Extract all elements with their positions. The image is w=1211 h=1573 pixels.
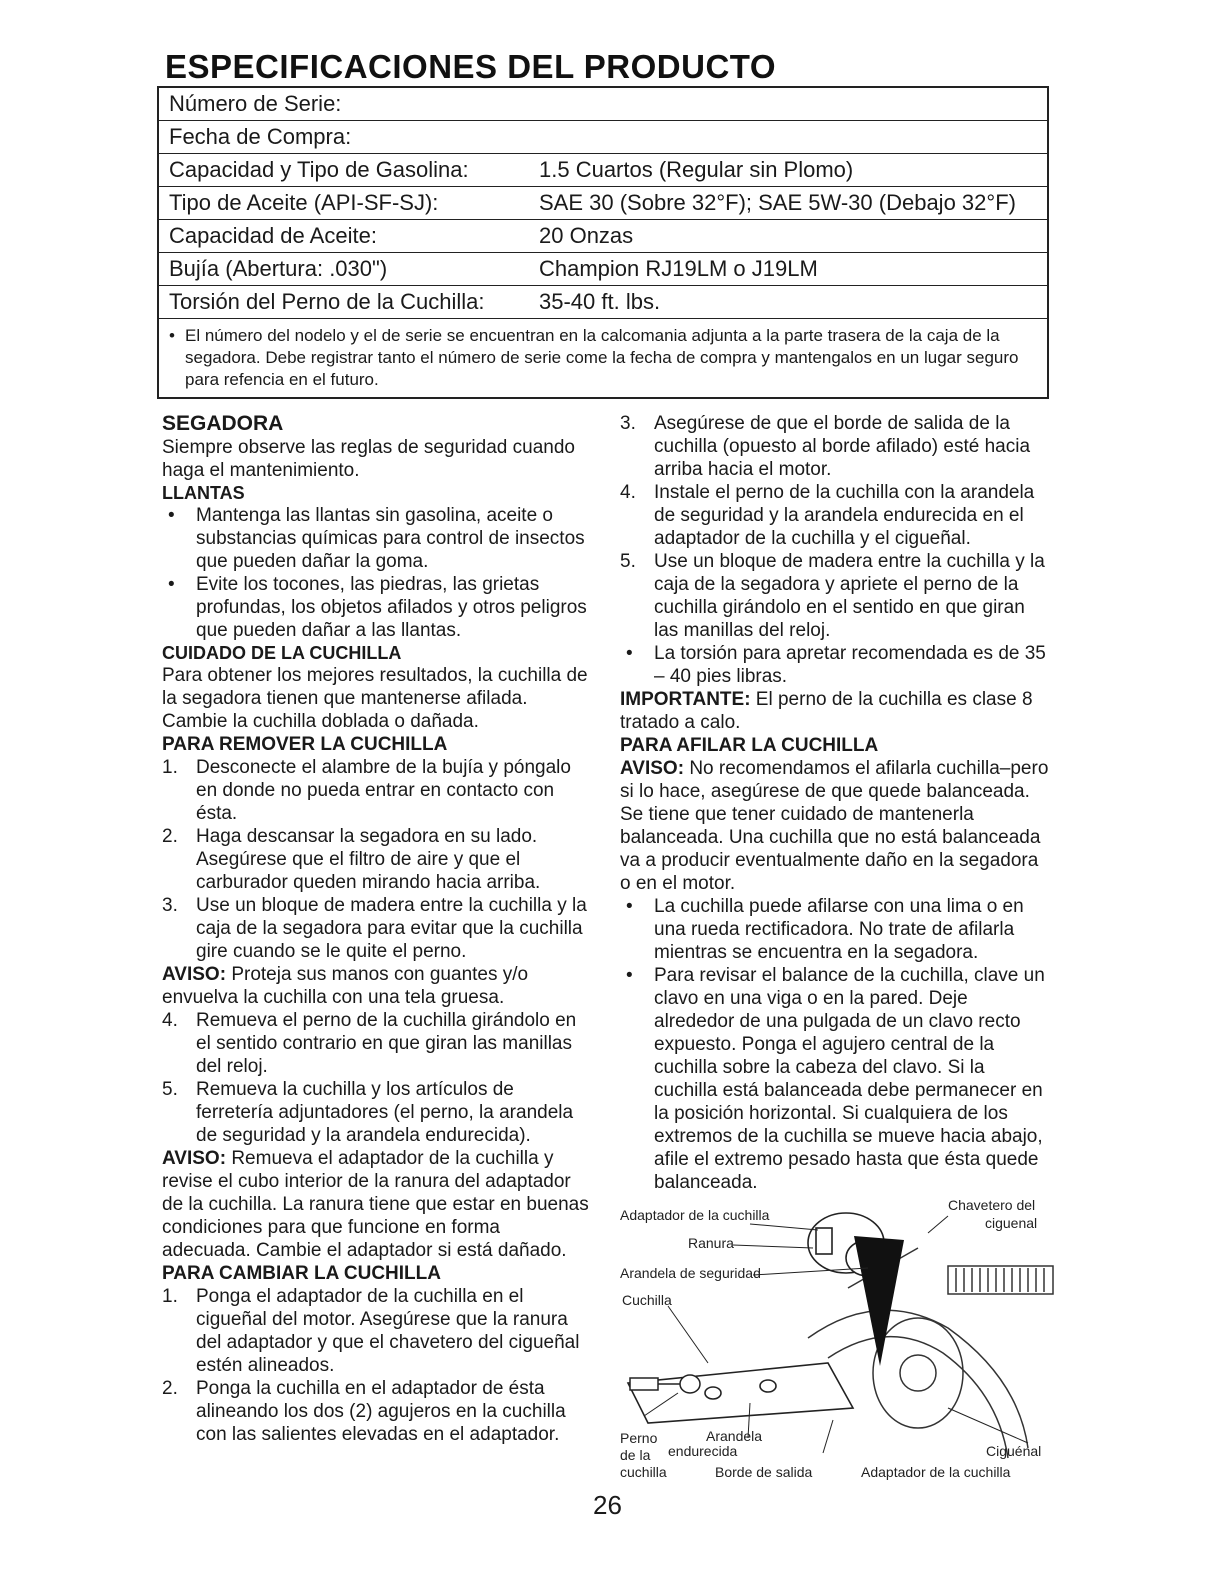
spec-value: 20 Onzas	[539, 223, 634, 248]
spec-row	[159, 187, 1047, 220]
diagram-label-perno-line2: de la	[620, 1447, 651, 1463]
step-text: Ponga el adaptador de la cuchilla en el cigueñal del motor. Asegúrese que la ranura del adaptador y que el chavetero del cigueñal estén alineados.	[196, 1286, 580, 1376]
list-item	[620, 412, 1050, 481]
warning-text: Remueva el adaptador de la cuchilla y revise el cubo interior de la ranura del adaptador de la cuchilla. La ranura tiene que estar en buenas condiciones para que funcione en forma adecuada. Cambie el adaptador si está dañado.	[162, 1148, 589, 1261]
blade-illustration	[628, 1363, 853, 1423]
diagram-label-chavetero-line2: ciguenal	[985, 1215, 1038, 1231]
warning-keyword: AVISO:	[162, 964, 227, 985]
list-item	[620, 550, 1050, 642]
diagram-label-perno: Perno	[620, 1430, 658, 1446]
spec-row	[159, 220, 1047, 253]
list-item	[620, 642, 1050, 688]
cuidado-text: Para obtener los mejores resultados, la cuchilla de la segadora tienen que mantenerse afilada. Cambie la cuchilla doblada o dañada.	[162, 665, 588, 732]
step-number: 1.	[162, 1286, 178, 1307]
important-text: El perno de la cuchilla es clase 8 tratado a calo.	[620, 689, 1033, 733]
list-item-text: Para revisar el balance de la cuchilla, clave un clavo en una viga o en la pared. Deje alrededor de una pulgada de un clavo recto expuesto. Ponga el agujero central de la cuchilla sobre la cabeza del clavo. Si la cuchilla está balanceada debe permanecer en la posición horizontal. Si cualquiera de los extremos de la cuchilla se mueve hacia abajo, afile el extremo pesado hasta que ésta quede balanceada.	[654, 965, 1045, 1193]
bullet-icon: •	[626, 965, 633, 986]
step-text: Haga descansar la segadora en su lado. Asegúrese que el filtro de aire y que el carburador queden mirando hacia arriba.	[196, 826, 541, 893]
diagram-label-borde: Borde de salida	[715, 1464, 813, 1480]
right-column	[620, 412, 1050, 1194]
diagram-label-adaptador-bottom: Adaptador de la cuchilla	[861, 1464, 1011, 1480]
step-number: 5.	[620, 551, 636, 572]
step-text: Use un bloque de madera entre la cuchilla y la caja de la segadora y apriete el perno de la cuchilla girándolo en el sentido en que giran las manillas del reloj.	[654, 551, 1045, 641]
spec-value: Champion RJ19LM o J19LM	[539, 256, 818, 281]
list-item	[162, 1377, 592, 1446]
warning-text: Proteja sus manos con guantes y/o envuelva la cuchilla con una tela gruesa.	[162, 964, 529, 1008]
spec-value: 1.5 Cuartos (Regular sin Plomo)	[539, 157, 854, 182]
step-number: 2.	[162, 1378, 178, 1399]
spec-label: Tipo de Aceite (API-SF-SJ):	[169, 190, 439, 215]
list-item	[162, 504, 592, 573]
important-keyword: IMPORTANTE:	[620, 689, 751, 710]
step-number: 5.	[162, 1079, 178, 1100]
bullet-icon: •	[626, 643, 633, 664]
spec-row	[159, 88, 1047, 121]
diagram-label-ranura: Ranura	[688, 1235, 734, 1251]
pointer-triangle	[854, 1236, 904, 1366]
diagram-label-arandela-seguridad: Arandela de seguridad	[620, 1265, 761, 1281]
step-number: 3.	[620, 413, 636, 434]
step-text: Instale el perno de la cuchilla con la arandela de seguridad y la arandela endurecida en el adaptador de la cuchilla y el cigueñal.	[654, 482, 1035, 549]
warning-keyword: AVISO:	[162, 1148, 227, 1169]
spec-label: Bujía (Abertura: .030")	[169, 256, 388, 281]
list-item	[162, 573, 592, 642]
step-number: 3.	[162, 895, 178, 916]
specifications-note	[159, 319, 1047, 397]
list-item	[162, 1285, 592, 1377]
page-title: ESPECIFICACIONES DEL PRODUCTO	[165, 48, 777, 85]
spec-row	[159, 286, 1047, 319]
section-heading-remover: PARA REMOVER LA CUCHILLA	[162, 734, 448, 755]
list-item-text: La cuchilla puede afilarse con una lima o en una rueda rectificadora. No trate de afilarla mientras se encuentra en la segadora.	[654, 896, 1024, 963]
diagram-label-chavetero: Chavetero del	[948, 1197, 1036, 1213]
spec-row	[159, 121, 1047, 154]
list-item-text: Evite los tocones, las piedras, las grietas profundas, los objetos afilados y otros peligros que pueden dañar a las llantas.	[196, 574, 587, 641]
step-text: Ponga la cuchilla en el adaptador de ésta alineando los dos (2) agujeros en la cuchilla con las salientes elevadas en el adaptador.	[196, 1378, 566, 1445]
list-item	[162, 1078, 592, 1147]
step-text: Use un bloque de madera entre la cuchilla y la caja de la segadora para evitar que la cuchilla gire cuando se le quite el perno.	[196, 895, 587, 962]
list-item	[162, 894, 592, 963]
list-item	[162, 756, 592, 825]
diagram-label-adaptador-top: Adaptador de la cuchilla	[620, 1207, 770, 1223]
bullet-icon: •	[168, 574, 175, 595]
note-text: El número del nodelo y el de serie se encuentran en la calcomania adjunta a la parte trasera de la caja de la segadora. Debe registrar tanto el número de serie come la fecha de compra y mantengalos en un lugar seguro para refencia en el futuro.	[185, 326, 1019, 389]
step-text: Desconecte el alambre de la bujía y póngalo en donde no pueda entrar en contacto con ésta.	[196, 757, 571, 824]
intro-text: Siempre observe las reglas de seguridad cuando haga el mantenimiento.	[162, 437, 575, 481]
list-item	[620, 964, 1050, 1194]
step-text: Asegúrese de que el borde de salida de la cuchilla (opuesto al borde afilado) esté hacia arriba hacia el motor.	[654, 413, 1031, 480]
bullet-icon: •	[168, 505, 175, 526]
bullet-icon: •	[169, 326, 175, 345]
section-heading-segadora: SEGADORA	[162, 412, 284, 435]
step-text: Remueva la cuchilla y los artículos de ferretería adjuntadores (el perno, la arandela de seguridad y la arandela endurecida).	[196, 1079, 574, 1146]
warning-paragraph	[162, 1147, 592, 1262]
list-item	[620, 895, 1050, 964]
step-number: 2.	[162, 826, 178, 847]
spec-label: Capacidad de Aceite:	[169, 223, 377, 248]
list-item	[162, 1009, 592, 1078]
list-item	[162, 825, 592, 894]
section-heading-afilar: PARA AFILAR LA CUCHILLA	[620, 735, 879, 756]
diagram-label-perno-line3: cuchilla	[620, 1464, 667, 1480]
bullet-icon: •	[626, 896, 633, 917]
important-paragraph	[620, 688, 1050, 734]
blade-assembly-diagram	[618, 1188, 1058, 1488]
specifications-table	[157, 86, 1049, 399]
section-heading-cambiar: PARA CAMBIAR LA CUCHILLA	[162, 1263, 441, 1284]
warning-paragraph	[162, 963, 592, 1009]
diagram-label-arandela-endurecida: Arandela	[706, 1428, 763, 1444]
step-number: 1.	[162, 757, 178, 778]
spec-row	[159, 154, 1047, 187]
list-item-text: La torsión para apretar recomendada es de 35 – 40 pies libras.	[654, 643, 1046, 687]
spec-value: 35-40 ft. lbs.	[539, 289, 661, 314]
left-column	[162, 412, 592, 1446]
step-text: Remueva el perno de la cuchilla girándolo en el sentido contrario en que giran las manillas del reloj.	[196, 1010, 577, 1077]
section-heading-cuidado: CUIDADO DE LA CUCHILLA	[162, 643, 402, 663]
spec-label: Fecha de Compra:	[169, 124, 352, 149]
mower-housing-illustration	[808, 1248, 1053, 1458]
spec-row	[159, 253, 1047, 286]
diagram-label-arandela-endurecida-line2: endurecida	[668, 1443, 738, 1459]
page-number: 26	[593, 1490, 622, 1520]
step-number: 4.	[620, 482, 636, 503]
list-item-text: Mantenga las llantas sin gasolina, aceite o substancias químicas para control de insectos que pueden dañar la goma.	[196, 505, 585, 572]
step-number: 4.	[162, 1010, 178, 1031]
list-item	[620, 481, 1050, 550]
warning-keyword: AVISO:	[620, 758, 685, 779]
diagram-label-cuchilla: Cuchilla	[622, 1292, 672, 1308]
spec-label: Capacidad y Tipo de Gasolina:	[169, 157, 469, 182]
diagram-label-ciguenal: Ciguénal	[986, 1443, 1042, 1459]
warning-paragraph	[620, 757, 1050, 895]
spec-label: Número de Serie:	[169, 91, 342, 116]
spec-value: SAE 30 (Sobre 32°F); SAE 5W-30 (Debajo 32°F)	[539, 190, 1016, 215]
warning-text: No recomendamos el afilarla cuchilla–pero si lo hace, asegúrese de que quede balanceada. Se tiene que tener cuidado de mantenerla balanceada. Una cuchilla que no está balanceada va a producir eventualmente daño en la segadora o en el motor.	[620, 758, 1049, 894]
section-heading-llantas: LLANTAS	[162, 483, 245, 503]
spec-label: Torsión del Perno de la Cuchilla:	[169, 289, 485, 314]
